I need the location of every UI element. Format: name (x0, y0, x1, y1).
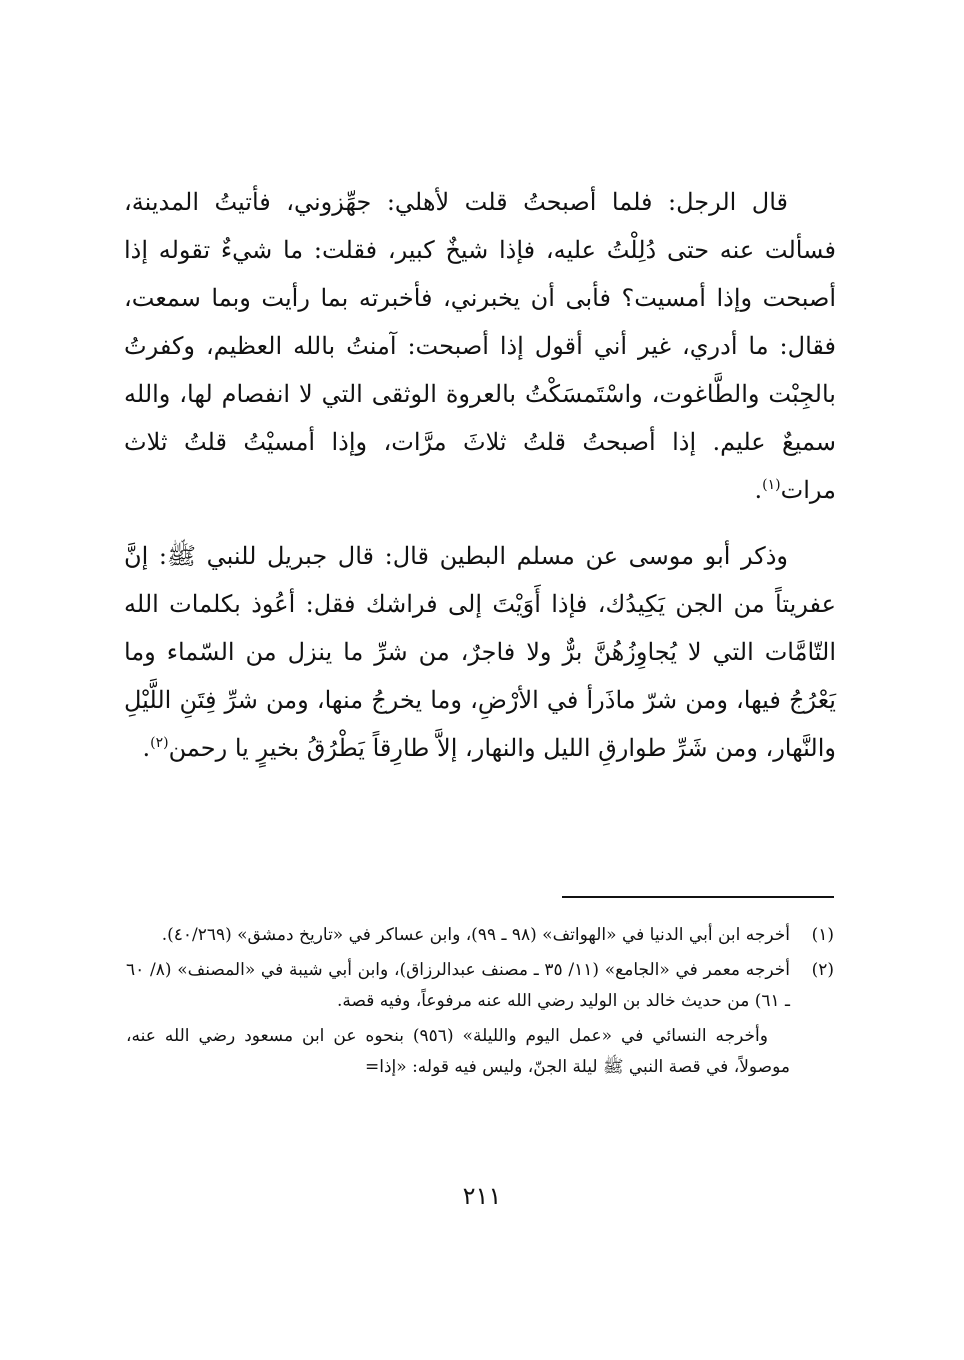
footnote-2-continuation: وأخرجه النسائي في «عمل اليوم والليلة» (٩٥٦) بنحوه عن ابن مسعود رضي الله عنه، موصولاً، في قصة النبي ﷺ ليلة الجنّ، وليس فيه قوله: «إذا= (126, 1026, 790, 1077)
footnote-1-marker: (١) (811, 925, 834, 945)
footnote-1 (126, 920, 834, 951)
footnote-2-marker: (٢) (811, 960, 834, 980)
footnote-1-text: أخرجه ابن أبي الدنيا في «الهواتف» (٩٨ ـ ٩٩)، وابن عساكر في «تاريخ دمشق» (٤٠/٢٦٩). (161, 925, 790, 945)
footnote-2-text: أخرجه معمر في «الجامع» (١١/ ٣٥ ـ مصنف عبدالرزاق)، وابن أبي شيبة في «المصنف» (٨/ ٦٠ ـ ٦١) من حديث خالد بن الوليد رضي الله عنه مرفوعاً، وفيه قصة. (126, 960, 790, 1011)
footnote-ref-2[interactable]: (٢) (150, 735, 169, 751)
main-text-block (124, 178, 836, 772)
paragraph-2-text: وذكر أبو موسى عن مسلم البطين قال: قال جبريل للنبي ﷺ: إنَّ عفريتاً من الجن يَكِيدُك، فإذا أَوَيْتَ إلى فراشك فقل: أعُوذ بكلمات الله التّامَّات التي لا يُجاوِزُهُنَّ برٌّ ولا فاجرٌ، من شرِّ ما ينزل من السّماء وما يَعْرُجُ فيها، ومن شرّ ماذَرأ في الأرْضِ، وما يخرجُ منها، ومن شرِّ فِتَنِ اللَّيْلِ والنَّهار، ومن شَرِّ طوارقِ الليل والنهار، إلاَّ طارِقاً يَطْرُقُ بخيرٍ يا رحمن (124, 542, 836, 762)
paragraph-1-end: . (754, 476, 763, 504)
body-paragraph-1 (124, 178, 836, 514)
paragraph-1-text: قال الرجل: فلما أصبحتُ قلت لأهلي: جهِّزوني، فأتيتُ المدينة، فسألت عنه حتى دُلِلْتُ عليه، فإذا شيخٌ كبير، فقلت: ما شيءٌ تقوله إذا أصبحت وإذا أمسيت؟ فأبى أن يخبرني، فأخبرته بما رأيت وبما سمعت، فقال: ما أدري، غير أني أقول إذا أصبحت: آمنتُ بالله العظيم، وكفرتُ بالجِبْت والطَّاغوت، واسْتَمسَكْتُ بالعروة الوثقى التي لا انفصام لها، والله سميعٌ عليم. إذا أصبحتُ قلتُ ثلاثَ مرَّات، وإذا أمسيْتُ قلتُ ثلاث مرات (124, 188, 836, 504)
footnote-separator (562, 896, 834, 898)
paragraph-2-end: . (142, 734, 151, 762)
footnotes-section (126, 920, 834, 1083)
footnote-ref-1[interactable]: (١) (762, 477, 781, 493)
page-number: ٢١١ (462, 1182, 502, 1210)
body-paragraph-2 (124, 532, 836, 772)
footnote-2 (126, 955, 834, 1017)
